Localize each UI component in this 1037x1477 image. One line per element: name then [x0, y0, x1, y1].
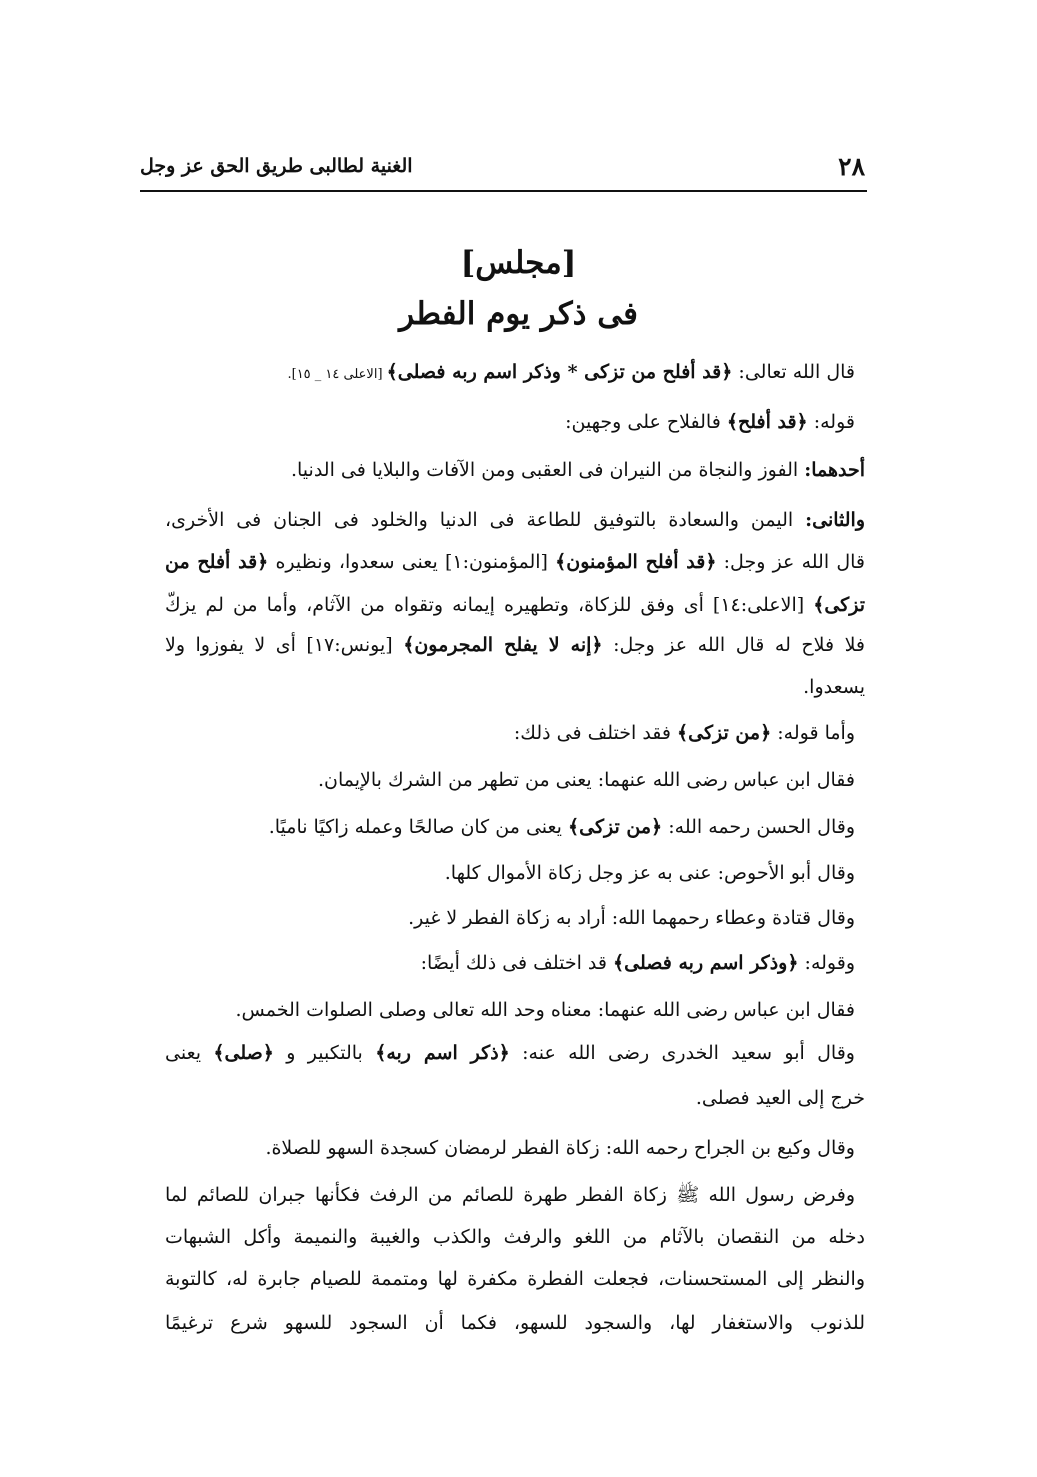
- quran-quote: ﴿إنه لا يفلح المجرمون﴾: [403, 634, 603, 656]
- quran-quote: ﴿قد أفلح المؤمنون﴾: [555, 551, 717, 573]
- quran-quote: ﴿قد أفلح من: [165, 551, 269, 573]
- text-segment: فقال ابن عباس رضى الله عنهما: معناه وحد الله تعالى وصلى الصلوات الخمس.: [235, 999, 855, 1021]
- running-title: الغنية لطالبى طريق الحق عز وجل: [140, 155, 413, 177]
- text-segment: وقال قتادة وعطاء رحمهما الله: أراد به زكاة الفطر لا غير.: [408, 907, 855, 929]
- page-number: ٢٨: [838, 152, 865, 181]
- text-line: [165, 995, 855, 1025]
- verse-reference: [الاعلى ١٤ _ ١٥].: [287, 367, 387, 382]
- header-rule: [140, 190, 867, 192]
- text-line: [165, 765, 855, 795]
- text-line: [165, 1264, 865, 1294]
- text-line: [165, 718, 855, 748]
- quran-quote: تزكى﴾: [813, 594, 865, 616]
- quran-quote: ﴿ذكر اسم ربه﴾: [375, 1042, 510, 1064]
- section-title: فى ذكر يوم الفطر: [399, 296, 638, 332]
- text-line: [165, 672, 865, 702]
- quran-quote: ﴿قد أفلح﴾: [726, 411, 808, 433]
- text-segment: يعنى من كان صالحًا وعمله زاكيًا ناميًا.: [268, 816, 569, 838]
- quran-quote: والثانى:: [805, 509, 865, 531]
- text-segment: قوله:: [807, 411, 855, 433]
- text-segment: وقال الحسن رحمه الله:: [662, 816, 855, 838]
- text-segment: والنظر إلى المستحسنات، فجعلت الفطرة مكفرة لها ومتممة للصيام جابرة له، كالتوبة: [165, 1268, 865, 1290]
- quran-quote: ﴿من تزكى﴾: [677, 722, 772, 744]
- text-segment: يعنى: [165, 1042, 214, 1064]
- text-segment: فقد اختلف فى ذلك:: [513, 722, 678, 744]
- text-segment: قد اختلف فى ذلك أيضًا:: [420, 952, 614, 974]
- text-segment: قال الله عز وجل:: [716, 551, 865, 573]
- text-line: [165, 1133, 855, 1163]
- text-segment: اليمن والسعادة بالتوفيق للطاعة فى الدنيا والخلود فى الجنان فى الأخرى،: [165, 509, 806, 531]
- text-line: [165, 590, 865, 620]
- text-segment: وقوله:: [798, 952, 855, 974]
- text-line: [165, 505, 865, 535]
- text-line: [165, 547, 865, 577]
- text-line: [165, 1222, 865, 1252]
- text-line: [165, 1083, 865, 1113]
- text-segment: خرج إلى العيد فصلى.: [695, 1087, 865, 1109]
- quran-quote: ﴿من تزكى﴾: [568, 816, 663, 838]
- text-segment: وقال وكيع بن الجراح رحمه الله: زكاة الفطر لرمضان كسجدة السهو للصلاة.: [265, 1137, 855, 1159]
- text-segment: وأما قوله:: [771, 722, 855, 744]
- text-segment: دخله من النقصان بالآثام من اللغو والرفث والكذب والغيبة والنميمة وأكل الشبهات: [165, 1226, 865, 1248]
- text-segment: قال الله تعالى:: [732, 361, 855, 383]
- section-label: [مجلس]: [460, 245, 577, 281]
- text-segment: فقال ابن عباس رضى الله عنهما: يعنى من تطهر من الشرك بالإيمان.: [317, 769, 855, 791]
- text-line: [165, 357, 855, 387]
- text-segment: فلا فلاح له قال الله عز وجل:: [602, 634, 865, 656]
- text-segment: الفوز والنجاة من النيران فى العقبى ومن الآفات والبلايا فى الدنيا.: [290, 459, 805, 481]
- text-line: [165, 455, 865, 485]
- quran-quote: أحدهما:: [804, 459, 865, 481]
- text-line: [165, 407, 855, 437]
- text-line: [165, 812, 855, 842]
- text-line: [165, 948, 855, 978]
- text-segment: بالتكبير و: [273, 1042, 376, 1064]
- text-line: [165, 858, 855, 888]
- text-segment: للذنوب والاستغفار لها، والسجود للسهو، فكما أن السجود للسهو شرع ترغيمًا: [165, 1312, 865, 1334]
- page-header: [140, 150, 865, 186]
- text-segment: [يونس:١٧] أى لا يفوزوا ولا: [165, 634, 404, 656]
- text-line: [165, 903, 855, 933]
- text-line: [165, 1180, 855, 1210]
- text-segment: وفرض رسول الله ﷺ زكاة الفطر طهرة للصائم من الرفث فكأنها جبران للصائم لما: [165, 1184, 855, 1206]
- text-line: [165, 630, 865, 660]
- text-line: [165, 1308, 865, 1338]
- text-segment: [المؤمنون:١] يعنى سعدوا، ونظيره: [268, 551, 556, 573]
- quran-quote: ﴿قد أفلح من تزكى * وذكر اسم ربه فصلى﴾: [386, 361, 733, 383]
- quran-quote: ﴿وذكر اسم ربه فصلى﴾: [613, 952, 799, 974]
- text-segment: فالفلاح على وجهين:: [565, 411, 727, 433]
- text-segment: وقال أبو سعيد الخدرى رضى الله عنه:: [509, 1042, 855, 1064]
- text-line: [165, 1038, 855, 1068]
- quran-quote: ﴿صلى﴾: [213, 1042, 274, 1064]
- text-segment: [الاعلى:١٤] أى وفق للزكاة، وتطهيره إيمانه وتقواه من الآثام، وأما من لم يزكّ: [165, 594, 814, 616]
- text-segment: يسعدوا.: [803, 676, 865, 698]
- text-segment: وقال أبو الأحوص: عنى به عز وجل زكاة الأموال كلها.: [444, 862, 855, 884]
